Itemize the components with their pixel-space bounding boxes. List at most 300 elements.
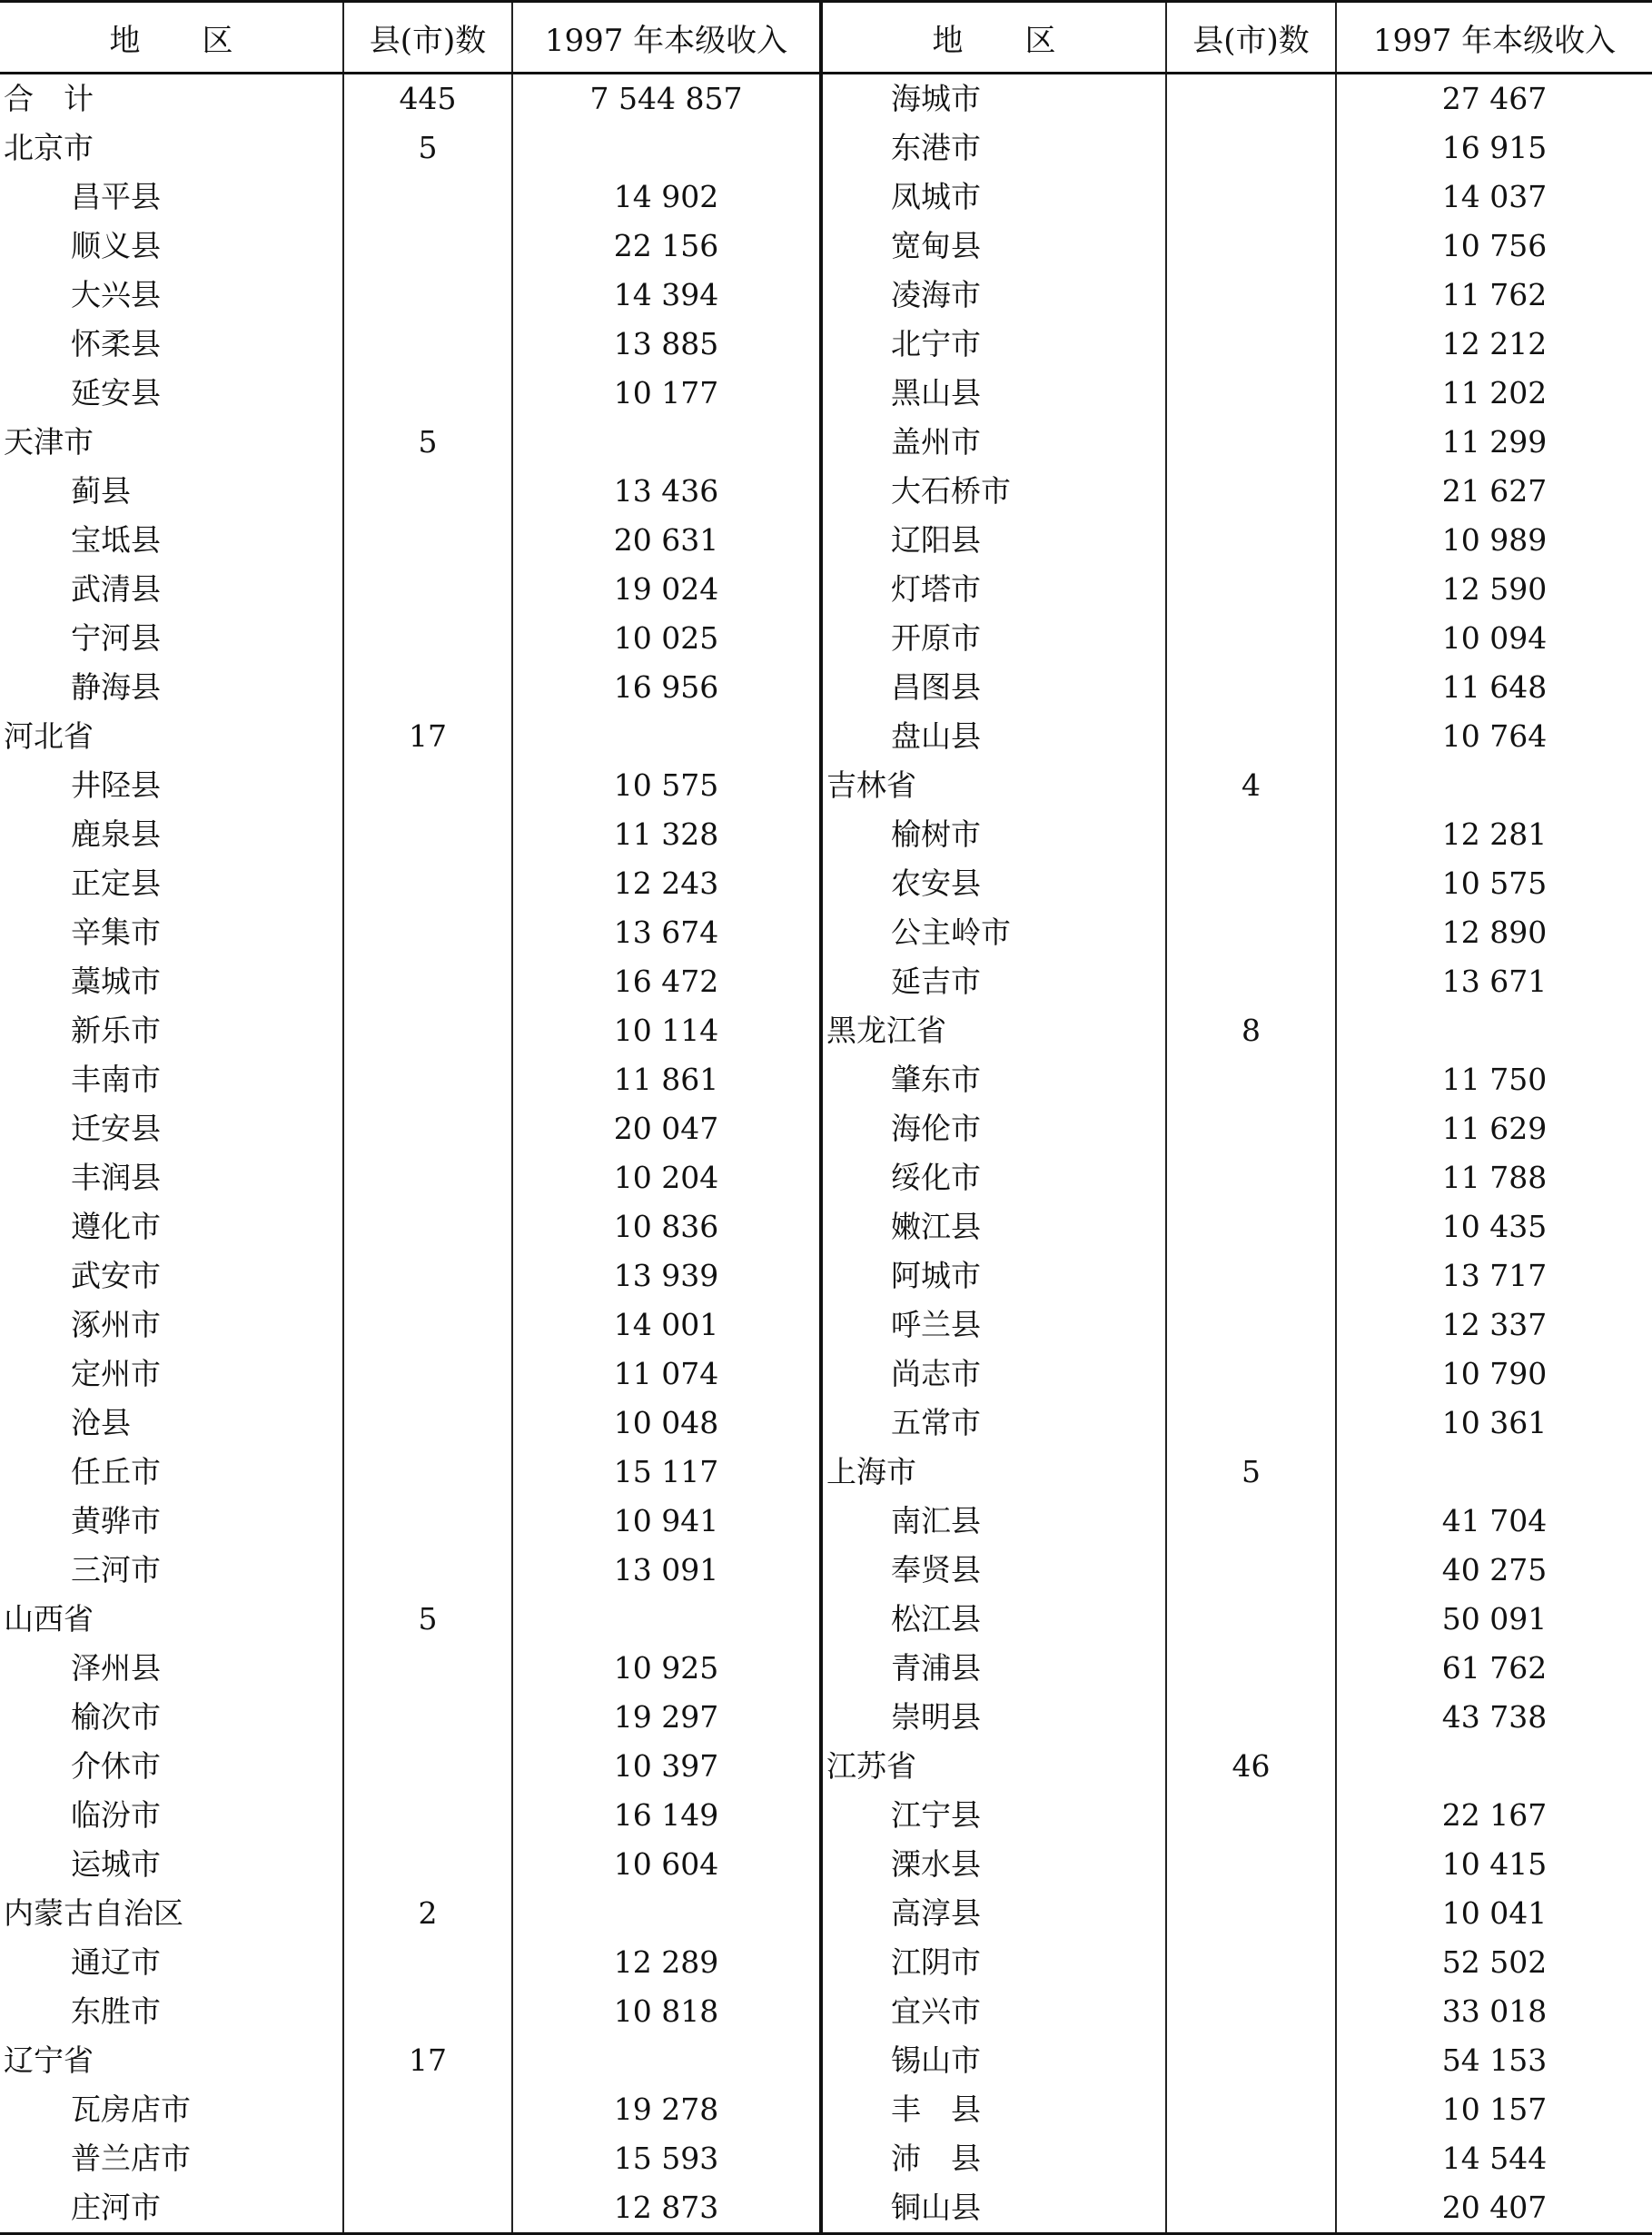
right-county-count-cell bbox=[1166, 1889, 1336, 1938]
right-region-cell: 宜兴市 bbox=[821, 1987, 1166, 2036]
left-income-cell: 11 328 bbox=[512, 810, 821, 859]
table-row bbox=[0, 1055, 1652, 1104]
table-row bbox=[0, 1448, 1652, 1497]
left-income-cell: 14 001 bbox=[512, 1300, 821, 1350]
right-income-cell bbox=[1336, 1742, 1652, 1791]
right-income-cell: 10 790 bbox=[1336, 1350, 1652, 1399]
left-region-cell: 静海县 bbox=[71, 669, 161, 705]
right-income-cell: 12 337 bbox=[1336, 1300, 1652, 1350]
right-county-count-cell bbox=[1166, 124, 1336, 173]
right-county-count-cell bbox=[1166, 418, 1336, 467]
right-income-cell: 40 275 bbox=[1336, 1546, 1652, 1595]
left-region-cell: 河北省 bbox=[4, 718, 94, 754]
left-income-cell bbox=[512, 712, 821, 761]
right-income-cell: 10 989 bbox=[1336, 516, 1652, 565]
right-income-cell: 12 890 bbox=[1336, 908, 1652, 957]
right-region-cell: 松江县 bbox=[821, 1595, 1166, 1644]
left-income-cell: 13 939 bbox=[512, 1251, 821, 1300]
left-income-cell: 10 048 bbox=[512, 1399, 821, 1448]
left-income-cell: 11 861 bbox=[512, 1055, 821, 1104]
left-region-cell: 遵化市 bbox=[71, 1209, 161, 1244]
left-region-cell: 临汾市 bbox=[71, 1797, 161, 1833]
left-county-count-cell: 5 bbox=[343, 418, 512, 467]
right-county-count-cell bbox=[1166, 957, 1336, 1006]
left-county-count-cell bbox=[343, 614, 512, 663]
table-row bbox=[0, 1300, 1652, 1350]
left-income-cell: 13 885 bbox=[512, 320, 821, 369]
right-region-cell: 呼兰县 bbox=[821, 1300, 1166, 1350]
right-income-cell: 33 018 bbox=[1336, 1987, 1652, 2036]
left-region-cell: 武清县 bbox=[71, 571, 161, 607]
right-county-count-cell bbox=[1166, 271, 1336, 320]
left-county-count-cell bbox=[343, 369, 512, 418]
right-region-cell: 公主岭市 bbox=[821, 908, 1166, 957]
right-county-count-cell bbox=[1166, 369, 1336, 418]
right-region-cell: 吉林省 bbox=[821, 761, 1166, 810]
left-county-count-cell bbox=[343, 2085, 512, 2134]
header-region-right: 地 区 bbox=[821, 2, 1166, 74]
header-region-left: 地 区 bbox=[0, 2, 343, 74]
right-income-cell: 12 590 bbox=[1336, 565, 1652, 614]
left-county-count-cell bbox=[343, 1840, 512, 1889]
left-income-cell: 16 149 bbox=[512, 1791, 821, 1840]
table-row bbox=[0, 369, 1652, 418]
left-county-count-cell bbox=[343, 1742, 512, 1791]
right-region-cell: 海城市 bbox=[821, 74, 1166, 124]
right-county-count-cell bbox=[1166, 712, 1336, 761]
table-row bbox=[0, 2085, 1652, 2134]
left-county-count-cell bbox=[343, 467, 512, 516]
left-region-cell: 天津市 bbox=[4, 424, 94, 460]
left-county-count-cell bbox=[343, 1791, 512, 1840]
left-region-cell: 黄骅市 bbox=[71, 1503, 161, 1538]
left-income-cell bbox=[512, 1595, 821, 1644]
right-county-count-cell bbox=[1166, 663, 1336, 712]
left-county-count-cell bbox=[343, 1202, 512, 1251]
table-row bbox=[0, 320, 1652, 369]
right-income-cell: 10 157 bbox=[1336, 2085, 1652, 2134]
left-region-cell: 井陉县 bbox=[71, 767, 161, 803]
left-income-cell bbox=[512, 124, 821, 173]
right-income-cell bbox=[1336, 761, 1652, 810]
right-income-cell: 41 704 bbox=[1336, 1497, 1652, 1546]
table-row bbox=[0, 1104, 1652, 1153]
table-row bbox=[0, 2134, 1652, 2183]
right-region-cell: 肇东市 bbox=[821, 1055, 1166, 1104]
left-income-cell: 13 436 bbox=[512, 467, 821, 516]
table-row bbox=[0, 761, 1652, 810]
right-income-cell: 10 756 bbox=[1336, 222, 1652, 271]
right-county-count-cell bbox=[1166, 1153, 1336, 1202]
right-region-cell: 宽甸县 bbox=[821, 222, 1166, 271]
right-region-cell: 大石桥市 bbox=[821, 467, 1166, 516]
left-county-count-cell bbox=[343, 761, 512, 810]
left-region-cell: 内蒙古自治区 bbox=[4, 1895, 183, 1931]
left-county-count-cell bbox=[343, 222, 512, 271]
right-county-count-cell: 5 bbox=[1166, 1448, 1336, 1497]
table-row bbox=[0, 1693, 1652, 1742]
left-region-cell: 定州市 bbox=[71, 1356, 161, 1391]
table-row bbox=[0, 712, 1652, 761]
table-row bbox=[0, 74, 1652, 124]
table-row bbox=[0, 614, 1652, 663]
left-county-count-cell bbox=[343, 1300, 512, 1350]
right-region-cell: 溧水县 bbox=[821, 1840, 1166, 1889]
left-region-cell: 普兰店市 bbox=[71, 2141, 191, 2176]
right-county-count-cell bbox=[1166, 1840, 1336, 1889]
left-income-cell: 10 925 bbox=[512, 1644, 821, 1693]
left-income-cell: 14 394 bbox=[512, 271, 821, 320]
right-region-cell: 延吉市 bbox=[821, 957, 1166, 1006]
left-region-cell: 怀柔县 bbox=[71, 326, 161, 361]
left-income-cell: 16 956 bbox=[512, 663, 821, 712]
table-row bbox=[0, 1006, 1652, 1055]
right-county-count-cell bbox=[1166, 1300, 1336, 1350]
left-income-cell bbox=[512, 418, 821, 467]
left-region-cell: 鹿泉县 bbox=[71, 816, 161, 852]
right-income-cell: 11 788 bbox=[1336, 1153, 1652, 1202]
right-county-count-cell bbox=[1166, 908, 1336, 957]
right-region-cell: 灯塔市 bbox=[821, 565, 1166, 614]
right-county-count-cell bbox=[1166, 2036, 1336, 2085]
right-county-count-cell bbox=[1166, 1399, 1336, 1448]
right-income-cell: 22 167 bbox=[1336, 1791, 1652, 1840]
right-region-cell: 上海市 bbox=[821, 1448, 1166, 1497]
right-income-cell: 27 467 bbox=[1336, 74, 1652, 124]
right-region-cell: 尚志市 bbox=[821, 1350, 1166, 1399]
left-income-cell: 12 289 bbox=[512, 1938, 821, 1987]
left-income-cell: 10 204 bbox=[512, 1153, 821, 1202]
left-county-count-cell: 5 bbox=[343, 1595, 512, 1644]
right-county-count-cell bbox=[1166, 1987, 1336, 2036]
table-row bbox=[0, 1987, 1652, 2036]
right-income-cell bbox=[1336, 1006, 1652, 1055]
left-county-count-cell bbox=[343, 663, 512, 712]
table-row bbox=[0, 516, 1652, 565]
left-region-cell: 三河市 bbox=[71, 1552, 161, 1587]
right-county-count-cell bbox=[1166, 1546, 1336, 1595]
right-region-cell: 东港市 bbox=[821, 124, 1166, 173]
left-county-count-cell bbox=[343, 1546, 512, 1595]
left-region-cell: 大兴县 bbox=[71, 277, 161, 312]
right-income-cell: 14 544 bbox=[1336, 2134, 1652, 2183]
right-county-count-cell bbox=[1166, 859, 1336, 908]
left-county-count-cell bbox=[343, 1251, 512, 1300]
right-county-count-cell bbox=[1166, 1938, 1336, 1987]
right-income-cell: 43 738 bbox=[1336, 1693, 1652, 1742]
left-income-cell: 10 941 bbox=[512, 1497, 821, 1546]
left-county-count-cell bbox=[343, 1497, 512, 1546]
left-income-cell: 11 074 bbox=[512, 1350, 821, 1399]
left-region-cell: 东胜市 bbox=[71, 1993, 161, 2029]
right-region-cell: 绥化市 bbox=[821, 1153, 1166, 1202]
table-row bbox=[0, 2036, 1652, 2085]
right-income-cell: 11 202 bbox=[1336, 369, 1652, 418]
right-region-cell: 铜山县 bbox=[821, 2183, 1166, 2234]
left-region-cell: 新乐市 bbox=[71, 1013, 161, 1048]
left-income-cell: 16 472 bbox=[512, 957, 821, 1006]
table-row bbox=[0, 2183, 1652, 2234]
left-county-count-cell bbox=[343, 173, 512, 222]
header-count-left: 县(市)数 bbox=[343, 2, 512, 74]
header-count-right: 县(市)数 bbox=[1166, 2, 1336, 74]
left-region-cell: 蓟县 bbox=[71, 473, 131, 509]
left-region-cell: 迁安县 bbox=[71, 1111, 161, 1146]
table-row bbox=[0, 1350, 1652, 1399]
table-body bbox=[0, 74, 1652, 2234]
right-income-cell: 10 094 bbox=[1336, 614, 1652, 663]
left-region-cell: 涿州市 bbox=[71, 1307, 161, 1342]
left-income-cell: 13 674 bbox=[512, 908, 821, 957]
table-row bbox=[0, 124, 1652, 173]
right-income-cell: 12 212 bbox=[1336, 320, 1652, 369]
left-income-cell: 10 177 bbox=[512, 369, 821, 418]
table-row bbox=[0, 1938, 1652, 1987]
right-county-count-cell bbox=[1166, 222, 1336, 271]
left-income-cell bbox=[512, 1889, 821, 1938]
right-income-cell: 13 671 bbox=[1336, 957, 1652, 1006]
left-county-count-cell bbox=[343, 1448, 512, 1497]
left-income-cell: 10 025 bbox=[512, 614, 821, 663]
left-county-count-cell bbox=[343, 1055, 512, 1104]
left-region-cell: 泽州县 bbox=[71, 1650, 161, 1686]
left-region-cell: 运城市 bbox=[71, 1846, 161, 1882]
left-region-cell: 介休市 bbox=[71, 1748, 161, 1784]
right-region-cell: 丰 县 bbox=[821, 2085, 1166, 2134]
left-region-cell: 宝坻县 bbox=[71, 522, 161, 558]
left-income-cell bbox=[512, 2036, 821, 2085]
table-row bbox=[0, 1840, 1652, 1889]
table-row bbox=[0, 663, 1652, 712]
left-region-cell: 宁河县 bbox=[71, 620, 161, 656]
right-income-cell: 12 281 bbox=[1336, 810, 1652, 859]
header-income-right: 1997 年本级收入 bbox=[1336, 2, 1652, 74]
left-county-count-cell bbox=[343, 320, 512, 369]
right-income-cell: 11 762 bbox=[1336, 271, 1652, 320]
left-region-cell: 沧县 bbox=[71, 1405, 131, 1440]
right-county-count-cell bbox=[1166, 2085, 1336, 2134]
left-county-count-cell bbox=[343, 1987, 512, 2036]
left-county-count-cell bbox=[343, 516, 512, 565]
right-income-cell: 21 627 bbox=[1336, 467, 1652, 516]
right-region-cell: 沛 县 bbox=[821, 2134, 1166, 2183]
right-county-count-cell bbox=[1166, 1693, 1336, 1742]
left-income-cell: 19 297 bbox=[512, 1693, 821, 1742]
left-region-cell: 辽宁省 bbox=[4, 2042, 94, 2078]
right-income-cell: 11 299 bbox=[1336, 418, 1652, 467]
table-row bbox=[0, 271, 1652, 320]
header-income-left: 1997 年本级收入 bbox=[512, 2, 821, 74]
right-region-cell: 黑山县 bbox=[821, 369, 1166, 418]
right-county-count-cell bbox=[1166, 320, 1336, 369]
right-region-cell: 南汇县 bbox=[821, 1497, 1166, 1546]
table-row bbox=[0, 1202, 1652, 1251]
left-region-cell: 昌平县 bbox=[71, 179, 161, 214]
right-county-count-cell bbox=[1166, 565, 1336, 614]
right-income-cell: 10 435 bbox=[1336, 1202, 1652, 1251]
left-county-count-cell bbox=[343, 2134, 512, 2183]
table-row bbox=[0, 1546, 1652, 1595]
right-region-cell: 农安县 bbox=[821, 859, 1166, 908]
table-row bbox=[0, 467, 1652, 516]
table-row bbox=[0, 1644, 1652, 1693]
left-income-cell: 10 575 bbox=[512, 761, 821, 810]
left-region-cell: 任丘市 bbox=[71, 1454, 161, 1489]
right-income-cell: 54 153 bbox=[1336, 2036, 1652, 2085]
left-income-cell: 13 091 bbox=[512, 1546, 821, 1595]
left-income-cell: 10 397 bbox=[512, 1742, 821, 1791]
right-county-count-cell bbox=[1166, 1595, 1336, 1644]
left-county-count-cell bbox=[343, 1153, 512, 1202]
right-region-cell: 盘山县 bbox=[821, 712, 1166, 761]
left-county-count-cell bbox=[343, 1399, 512, 1448]
left-county-count-cell bbox=[343, 1644, 512, 1693]
right-income-cell: 11 629 bbox=[1336, 1104, 1652, 1153]
table-row bbox=[0, 173, 1652, 222]
right-region-cell: 榆树市 bbox=[821, 810, 1166, 859]
left-region-cell: 正定县 bbox=[71, 865, 161, 901]
right-income-cell: 11 648 bbox=[1336, 663, 1652, 712]
right-region-cell: 崇明县 bbox=[821, 1693, 1166, 1742]
right-county-count-cell bbox=[1166, 1055, 1336, 1104]
right-income-cell: 10 361 bbox=[1336, 1399, 1652, 1448]
right-region-cell: 锡山市 bbox=[821, 2036, 1166, 2085]
right-region-cell: 开原市 bbox=[821, 614, 1166, 663]
left-region-cell: 武安市 bbox=[71, 1258, 161, 1293]
left-county-count-cell bbox=[343, 1350, 512, 1399]
right-income-cell: 13 717 bbox=[1336, 1251, 1652, 1300]
left-region-cell: 顺义县 bbox=[71, 228, 161, 263]
left-region-cell: 北京市 bbox=[4, 130, 94, 165]
table-row bbox=[0, 1742, 1652, 1791]
right-county-count-cell bbox=[1166, 2134, 1336, 2183]
left-income-cell: 12 873 bbox=[512, 2183, 821, 2234]
right-region-cell: 凤城市 bbox=[821, 173, 1166, 222]
right-region-cell: 凌海市 bbox=[821, 271, 1166, 320]
right-income-cell: 52 502 bbox=[1336, 1938, 1652, 1987]
left-county-count-cell bbox=[343, 2183, 512, 2234]
right-county-count-cell: 46 bbox=[1166, 1742, 1336, 1791]
left-region-cell: 延安县 bbox=[71, 375, 161, 410]
left-county-count-cell bbox=[343, 810, 512, 859]
left-county-count-cell bbox=[343, 1938, 512, 1987]
left-income-cell: 10 818 bbox=[512, 1987, 821, 2036]
table-row bbox=[0, 908, 1652, 957]
right-income-cell: 10 415 bbox=[1336, 1840, 1652, 1889]
right-region-cell: 盖州市 bbox=[821, 418, 1166, 467]
table-row bbox=[0, 810, 1652, 859]
left-region-cell: 丰南市 bbox=[71, 1062, 161, 1097]
left-income-cell: 10 836 bbox=[512, 1202, 821, 1251]
left-county-count-cell bbox=[343, 1693, 512, 1742]
right-county-count-cell bbox=[1166, 74, 1336, 124]
left-county-count-cell bbox=[343, 957, 512, 1006]
right-region-cell: 青浦县 bbox=[821, 1644, 1166, 1693]
left-income-cell: 20 631 bbox=[512, 516, 821, 565]
left-income-cell: 10 114 bbox=[512, 1006, 821, 1055]
left-county-count-cell bbox=[343, 1104, 512, 1153]
right-region-cell: 阿城市 bbox=[821, 1251, 1166, 1300]
left-county-count-cell: 17 bbox=[343, 712, 512, 761]
right-income-cell: 16 915 bbox=[1336, 124, 1652, 173]
left-income-cell: 14 902 bbox=[512, 173, 821, 222]
left-income-cell: 19 278 bbox=[512, 2085, 821, 2134]
right-region-cell: 五常市 bbox=[821, 1399, 1166, 1448]
table-row bbox=[0, 1497, 1652, 1546]
left-region-cell: 瓦房店市 bbox=[71, 2092, 191, 2127]
left-county-count-cell bbox=[343, 565, 512, 614]
left-county-count-cell: 17 bbox=[343, 2036, 512, 2085]
right-income-cell: 61 762 bbox=[1336, 1644, 1652, 1693]
right-region-cell: 奉贤县 bbox=[821, 1546, 1166, 1595]
left-region-cell: 丰润县 bbox=[71, 1160, 161, 1195]
right-region-cell: 江苏省 bbox=[821, 1742, 1166, 1791]
right-income-cell: 14 037 bbox=[1336, 173, 1652, 222]
left-region-cell: 辛集市 bbox=[71, 915, 161, 950]
table-row bbox=[0, 1153, 1652, 1202]
right-region-cell: 高淳县 bbox=[821, 1889, 1166, 1938]
right-county-count-cell bbox=[1166, 173, 1336, 222]
right-income-cell: 50 091 bbox=[1336, 1595, 1652, 1644]
right-region-cell: 北宁市 bbox=[821, 320, 1166, 369]
right-county-count-cell bbox=[1166, 1350, 1336, 1399]
right-county-count-cell bbox=[1166, 1791, 1336, 1840]
left-income-cell: 15 117 bbox=[512, 1448, 821, 1497]
right-county-count-cell bbox=[1166, 1202, 1336, 1251]
table-row bbox=[0, 418, 1652, 467]
right-region-cell: 江宁县 bbox=[821, 1791, 1166, 1840]
left-income-cell: 22 156 bbox=[512, 222, 821, 271]
right-county-count-cell bbox=[1166, 2183, 1336, 2234]
table-row bbox=[0, 1251, 1652, 1300]
right-county-count-cell bbox=[1166, 1251, 1336, 1300]
left-income-cell: 7 544 857 bbox=[512, 74, 821, 124]
right-income-cell: 10 041 bbox=[1336, 1889, 1652, 1938]
left-county-count-cell: 2 bbox=[343, 1889, 512, 1938]
left-income-cell: 20 047 bbox=[512, 1104, 821, 1153]
table-header-row bbox=[0, 2, 1652, 74]
right-county-count-cell bbox=[1166, 810, 1336, 859]
right-county-count-cell bbox=[1166, 467, 1336, 516]
table-row bbox=[0, 1889, 1652, 1938]
right-region-cell: 黑龙江省 bbox=[821, 1006, 1166, 1055]
left-region-cell: 藁城市 bbox=[71, 964, 161, 999]
left-region-cell: 山西省 bbox=[4, 1601, 94, 1637]
left-county-count-cell: 445 bbox=[343, 74, 512, 124]
left-region-cell: 榆次市 bbox=[71, 1699, 161, 1735]
right-region-cell: 江阴市 bbox=[821, 1938, 1166, 1987]
left-county-count-cell bbox=[343, 859, 512, 908]
right-county-count-cell bbox=[1166, 516, 1336, 565]
right-income-cell: 10 575 bbox=[1336, 859, 1652, 908]
table-row bbox=[0, 1791, 1652, 1840]
left-county-count-cell bbox=[343, 271, 512, 320]
left-income-cell: 15 593 bbox=[512, 2134, 821, 2183]
left-region-cell: 合 计 bbox=[4, 81, 94, 116]
right-region-cell: 昌图县 bbox=[821, 663, 1166, 712]
right-region-cell: 海伦市 bbox=[821, 1104, 1166, 1153]
right-income-cell: 20 407 bbox=[1336, 2183, 1652, 2234]
table-row bbox=[0, 565, 1652, 614]
left-county-count-cell bbox=[343, 1006, 512, 1055]
table-row bbox=[0, 1399, 1652, 1448]
right-county-count-cell bbox=[1166, 614, 1336, 663]
table-row bbox=[0, 1595, 1652, 1644]
right-region-cell: 辽阳县 bbox=[821, 516, 1166, 565]
right-county-count-cell: 8 bbox=[1166, 1006, 1336, 1055]
left-region-cell: 通辽市 bbox=[71, 1944, 161, 1980]
table-row bbox=[0, 957, 1652, 1006]
